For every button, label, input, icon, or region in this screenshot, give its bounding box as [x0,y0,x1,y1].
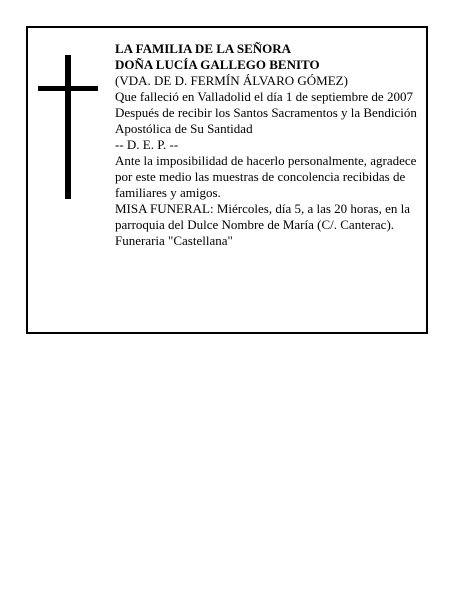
funeral-home: Funeraria "Castellana" [115,233,233,248]
cross-horizontal-bar [38,86,98,91]
obituary-notice [26,26,428,334]
funeral-mass-info: MISA FUNERAL: Miércoles, día 5, a las 20 horas, en la parroquia del Dulce Nombre de María (C/. Canterac). [115,201,410,232]
cross-vertical-bar [65,55,71,199]
sacraments-text: Después de recibir los Santos Sacramentos y la Bendición Apostólica de Su Santidad [115,105,417,136]
heading-deceased-name: DOÑA LUCÍA GALLEGO BENITO [115,57,320,72]
widow-of-line: (VDA. DE D. FERMÍN ÁLVARO GÓMEZ) [115,73,348,88]
rip-line: -- D. E. P. -- [115,137,179,152]
cross-icon [38,55,98,199]
heading-family: LA FAMILIA DE LA SEÑORA [115,41,292,56]
thanks-text: Ante la imposibilidad de hacerlo personalmente, agradece por este medio las muestras de concolencia recibidas de familiares y amigos. [115,153,417,200]
death-info: Que falleció en Valladolid el día 1 de septiembre de 2007 [115,89,413,104]
notice-text-block [115,41,423,249]
